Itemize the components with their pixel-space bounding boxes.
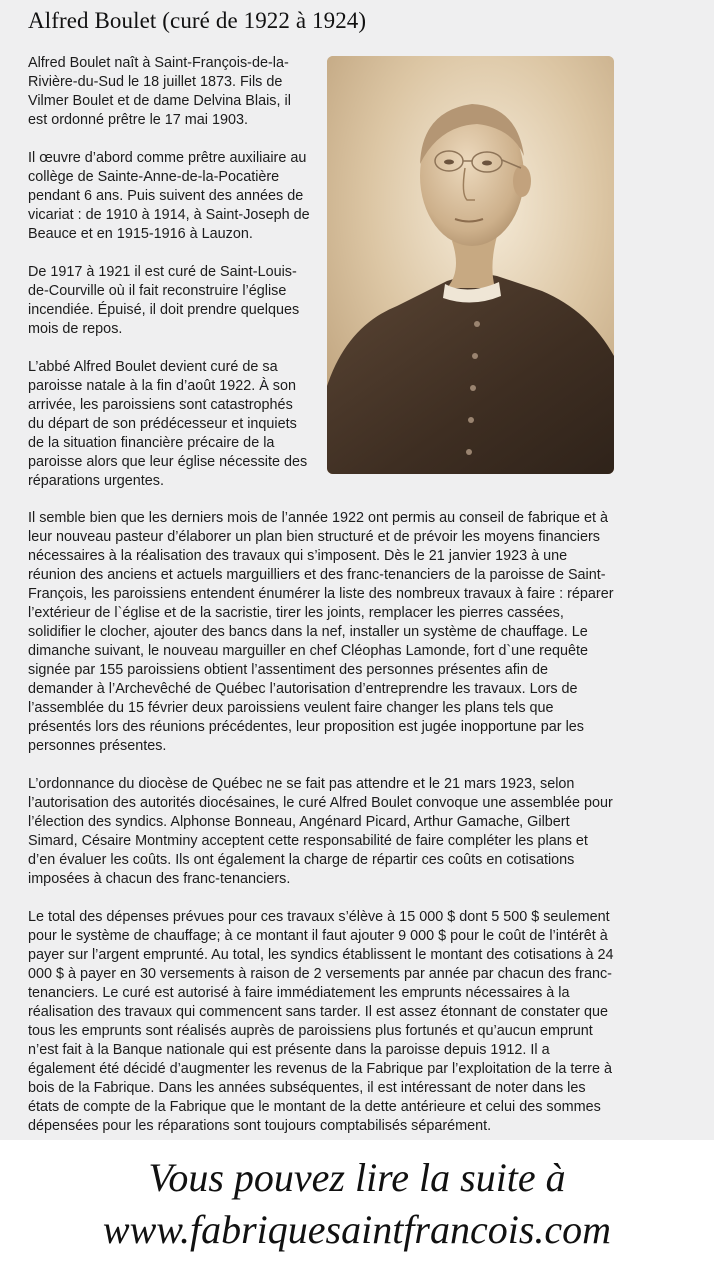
intro-paragraph: Il œuvre d’abord comme prêtre auxiliaire au collège de Sainte-Anne-de-la-Pocatière pendant 6 ans. Puis suivent des années de vicariat : de 1910 à 1914, à Saint-Joseph de Beauce et en 1915-1916 à Lauzon. <box>28 150 310 242</box>
article-body <box>28 509 614 1140</box>
portrait-illustration <box>327 56 614 474</box>
footer-website-link: www.fabriquesaintfrancois.com <box>102 1207 612 1252</box>
page-title: Alfred Boulet (curé de 1922 à 1924) <box>28 8 367 33</box>
footer-banner <box>0 1140 714 1280</box>
body-paragraph: Le total des dépenses prévues pour ces travaux s’élève à 15 000 $ dont 5 500 $ seulement pour le système de chauffage; à ce montant il faut ajouter 9 000 $ pour le coût de l’intérêt à payer sur l’argent emprunté. Au total, les syndics établissent le montant des cotisations à 24 000 $ à payer en 30 versements à raison de 2 versements par année par chacun des franc-tenanciers. Le curé est autorisé à faire immédiatement les emprunts nécessaires à la réalisation des travaux qui commencent sans tarder. Il est assez étonnant de constater que tous les emprunts sont réalisés auprès de paroissiens plus fortunés et qu’aucun emprunt n’est fait à la Banque nationale qui est présente dans la paroisse depuis 1912. Il a également été décidé d’augmenter les revenus de la Fabrique par l’exploitation de la terre à bois de la Fabrique. Dans les années subséquentes, il est intéressant de noter dans les états de compte de la Fabrique que le montant de la dette antérieure et celui des sommes dépensées pour les réparations sont toujours comptabilisés séparément. <box>28 909 614 1134</box>
body-paragraph: L’ordonnance du diocèse de Québec ne se fait pas attendre et le 21 mars 1923, selon l’autorisation des autorités diocésaines, le curé Alfred Boulet convoque une assemblée pour l’élection des syndics. Alphonse Bonneau, Angénard Picard, Arthur Gamache, Gilbert Simard, Césaire Montminy acceptent cette responsabilité de faire compléter les plans et d’en évaluer les coûts. Ils ont également la charge de répartir ces coûts en cotisations imposées à chacun des franc-tenanciers. <box>28 776 613 887</box>
portrait-photo <box>327 56 614 474</box>
footer-line-1: Vous pouvez lire la suite à <box>148 1155 566 1200</box>
intro-paragraph: L’abbé Alfred Boulet devient curé de sa paroisse natale à la fin d’août 1922. À son arrivée, les paroissiens sont catastrophés du départ de son prédécesseur et inquiets de la situation financière précaire de la paroisse alors que leur église nécessite des réparations urgentes. <box>28 359 308 489</box>
intro-text <box>28 54 310 510</box>
body-paragraph: Il semble bien que les derniers mois de l’année 1922 ont permis au conseil de fabrique et à leur nouveau pasteur d’élaborer un plan bien structuré et de prévoir les moyens financiers nécessaires à la réalisation des travaux qui s’imposent. Dès le 21 janvier 1923 à une réunion des anciens et actuels marguilliers et des franc-tenanciers de la paroisse de Saint-François, les paroissiens entendent énumérer la liste des nombreux travaux à faire : réparer l’extérieur de l`église et de la sacristie, tirer les joints, remplacer les pierres cassées, solidifier le clocher, ajouter des bancs dans la nef, installer un système de chauffage. Le dimanche suivant, le nouveau marguiller en chef Cléophas Lamonde, fort d`une requête signée par 155 paroissiens obtient l’assentiment des personnes présentes afin de demander à l’Archevêché de Québec l’autorisation d’entreprendre les travaux. Lors de l’assemblée du 15 février deux paroissiens veulent faire changer les plans tels que présentés lors des réunions précédentes, leur proposition est jugée inopportune par les personnes présentes. <box>28 510 614 754</box>
intro-paragraph: Alfred Boulet naît à Saint-François-de-la-Rivière-du-Sud le 18 juillet 1873. Fils de Vilmer Boulet et de dame Delvina Blais, il est ordonné prêtre le 17 mai 1903. <box>28 55 291 128</box>
intro-paragraph: De 1917 à 1921 il est curé de Saint-Louis-de-Courville où il fait reconstruire l’église incendiée. Épuisé, il doit prendre quelques mois de repos. <box>28 264 300 337</box>
